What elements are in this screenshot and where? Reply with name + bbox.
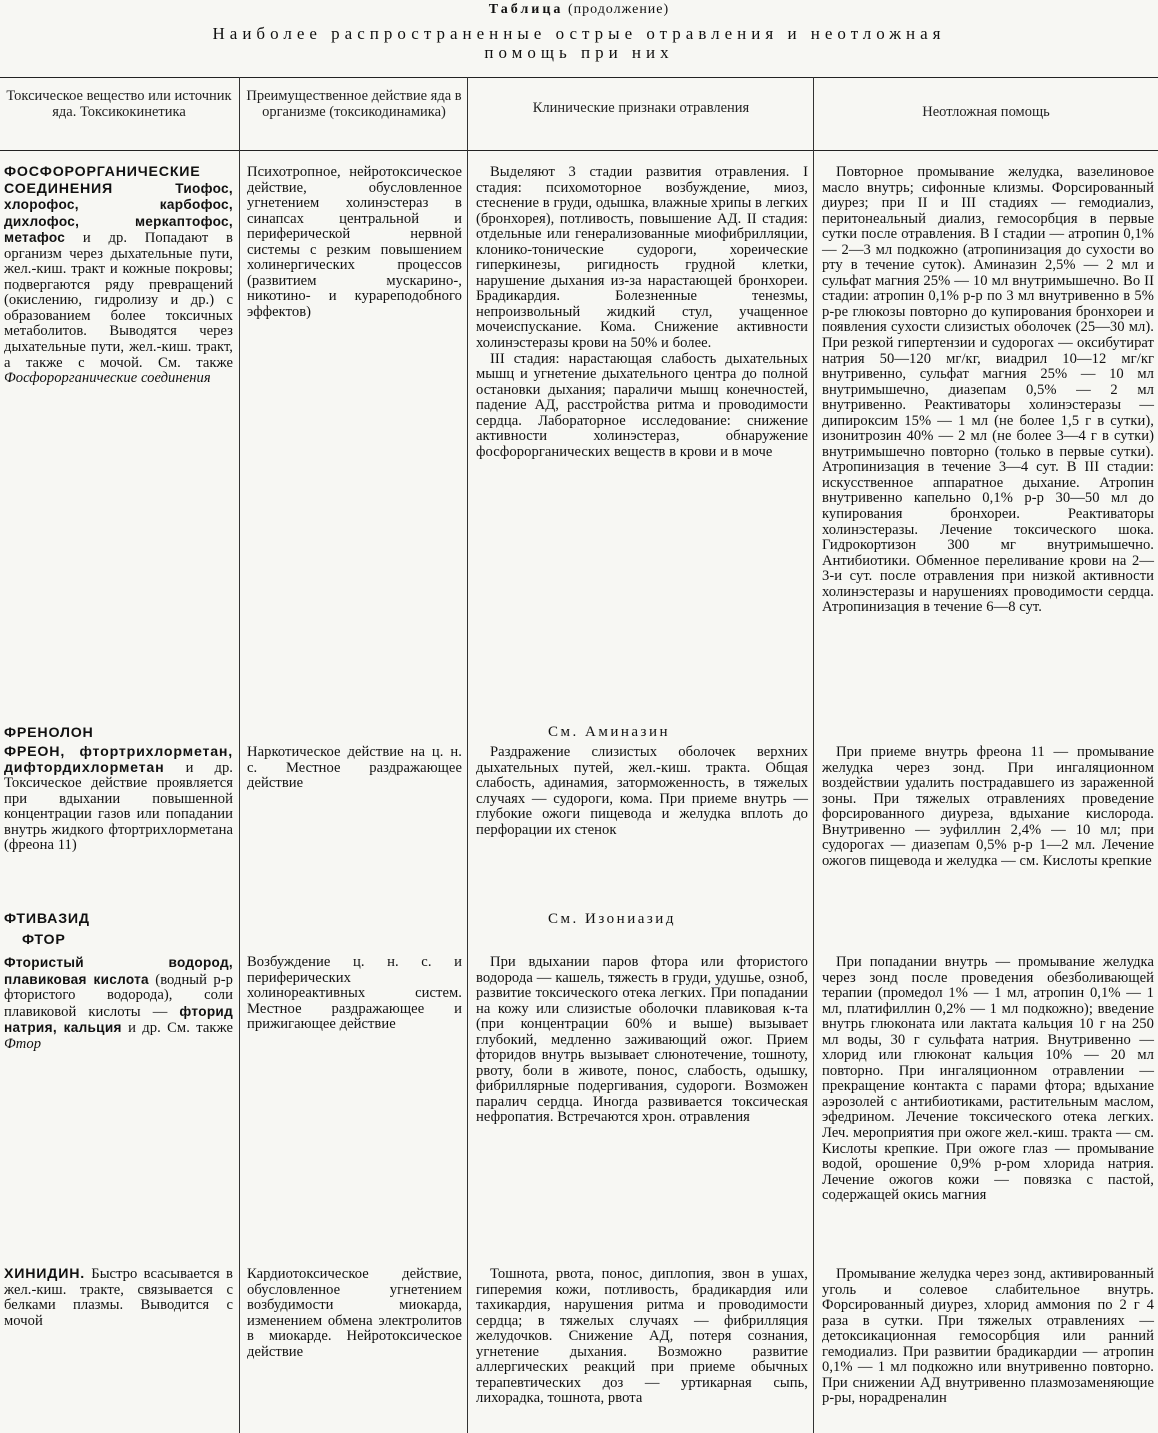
action-cell: Кардиотоксическое действие, обусловленное угнетением возбудимости миокарда, изменением обмена электролитов в миокарде. Нейротоксическое действие bbox=[247, 1266, 462, 1360]
clinic-text: Выделяют 3 стадии развития отравления. I стадия: психомоторное возбуждение, миоз, стеснение в груди, одышка, влажные хрипы в легких (бронхорея), потливость, повышение АД. II стадия: отдельные или генерализованные миофибрилляции, клонико-тонические судороги, хореические гиперкинезы, ригидность грудной клетки, нарушение дыхания из-за нарастающей бронхореи. Брадикардия. Болезненные тенезмы, непроизвольный жидкий стул, учащенное мочеиспускание. Кома. Снижение активности холинэстеразы крови на 50% и более. bbox=[476, 164, 808, 352]
toxicokinetics-text: и др. Токсическое действие проявляется при вдыхании повышенной концентрации газов или попадании внутрь жидкого фтортрихлорметана (фреона 11) bbox=[4, 759, 233, 854]
cross-reference: См. Изониазид bbox=[548, 911, 676, 927]
column-header-clinic: Клинические признаки отравления bbox=[532, 100, 750, 116]
header-rule bbox=[0, 150, 1158, 151]
substance-name: ФРЕНОЛОН bbox=[4, 725, 94, 741]
action-cell: Психотропное, нейротоксическое действие, обусловленное угнетением холинэстераз в синапсах центральной и периферической нервной системы с резким повышением холинергических процессов (развитием мускарино-, никотино- и курареподобного эффектов) bbox=[247, 164, 462, 320]
toxicokinetics-text: Быстро всасывается в жел.-киш. тракте, связывается с белками плазмы. Выводится с мочой bbox=[4, 1266, 233, 1329]
table-caption: Таблица (продолжение) bbox=[488, 2, 670, 17]
clinic-cell: При вдыхании паров фтора или фтористого водорода — кашель, тяжесть в груди, удушье, озноб, развитие токсического отека легких. При попадании на кожу или слизистые оболочки плавиковая к-та (при концентрации 60% и выше) вызывает глубокий, медленно заживающий ожог. Прием фторидов внутрь вызывает слюнотечение, тошноту, рвоту, боли в животе, понос, слабость, одышку, фибриллярные подергивания, судороги. Возможен паралич сердца. Иногда развивается токсическая нефропатия. Встречаются хрон. отравления bbox=[476, 954, 808, 1126]
substance-name: ФТОР bbox=[22, 932, 66, 948]
substance-name: ХИНИДИН. bbox=[4, 1266, 85, 1282]
help-cell: Промывание желудка через зонд, активированный уголь и солевое слабительное внутрь. Форсированный диурез, хлорид аммония по 2 г 4 раза в сутки. При тяжелых отравлениях — детоксикационная гемосорбция или ранний гемодиализ. При развитии брадикардии — атропин 0,1% — 1 мл подкожно или внутривенно повторно. При снижении АД внутривенно плазмозаменяющие р-ры, норадреналин bbox=[822, 1266, 1154, 1407]
substance-name: ФТИВАЗИД bbox=[4, 911, 90, 927]
substance-cell bbox=[4, 1267, 233, 1329]
help-cell: При попадании внутрь — промывание желудка через зонд после проведения обезболивающей терапии (промедол 1% — 1 мл, атропин 0,1% — 1 мл, платифиллин 0,2% — 1 мл подкожно); введение внутрь глюконата или лактата кальция 10 г на 250 мл воды, 30 г сульфата натрия. Внутривенно — хлорид или глюконат кальция 10% — 20 мл повторно. При ингаляционном отравлении — прекращение контакта с парами фтора; вдыхание аэрозолей с антибиотиками, растительным маслом, эфедрином. Лечение токсического отека легких. Леч. мероприятия при ожоге жел.-киш. тракта — см. Кислоты крепкие. При ожоге глаз — промывание водой, орошение 0,9% р-ром хлорида натрия. Лечение ожогов кожи — повязка с пастой, содержащей окись магния bbox=[822, 954, 1154, 1204]
substance-cell bbox=[22, 933, 233, 949]
substance-name: ФОСФОРОРГАНИЧЕСКИЕ СОЕДИНЕНИЯ bbox=[4, 164, 201, 197]
substance-cell bbox=[4, 912, 233, 928]
substance-list: фторид натрия, кальция bbox=[4, 1003, 234, 1036]
substance-cell bbox=[4, 726, 233, 742]
action-cell: Возбуждение ц. н. с. и периферических холинореактивных систем. Местное раздражающее и прижигающее действие bbox=[247, 954, 462, 1033]
column-divider bbox=[239, 77, 240, 1433]
column-divider bbox=[813, 77, 814, 1433]
clinic-cell bbox=[476, 165, 808, 460]
toxicokinetics-text: и др. См. также bbox=[128, 1020, 233, 1037]
help-cell: Повторное промывание желудка, вазелиновое масло внутрь; сифонные клизмы. Форсированный диурез; при II и III стадиях — гемодиализ, перитонеальный диализ, гемосорбция в первые сутки после отравления. В I стадии — атропин 0,1% — 2—3 мл подкожно (атропинизация до сухости во рту в течение суток). Аминазин 2,5% — 2 мл и сульфат магния 25% — 10 мл внутримышечно. Во II стадии: атропин 0,1% р-р по 3 мл внутривенно в 5% р-ре глюкозы повторно до купирования бронхореи и появления сухости слизистых оболочек (25—30 мл). При резкой гипертензии и судорогах — оксибутират натрия 50—120 мг/кг, виадрил 10—12 мг/кг внутривенно, сульфат магния 25% — 10 мл внутримышечно, диазепам 0,5% — 2 мл внутривенно. Реактиваторы холинэстеразы — дипироксим 15% — 1 мл (не более 1,5 г в сутки), изонитрозин 40% — 2 мл (не более 3—4 г в сутки) внутримышечно повторно (только в первые сутки). Атропинизация в течение 3—4 сут. В III стадии: искусственное аппаратное дыхание. Атропин внутривенно капельно 0,1% р-р 30—50 мл до купирования бронхореи. Реактиваторы холинэстеразы. Лечение токсического шока. Гидрокортизон 300 мг внутримышечно. Антибиотики. Обменное переливание крови на 2—3-и сут. после отравления при низкой активности холинэстеразы и нарушениях проводимости сердца. Атропинизация в течение 6—8 сут. bbox=[822, 164, 1154, 616]
top-rule bbox=[0, 77, 1158, 78]
column-header-help: Неотложная помощь bbox=[922, 104, 1050, 120]
column-header-action: Преимущественное действие яда в организме (токсикодинамика) bbox=[246, 88, 462, 120]
cross-reference: См. Аминазин bbox=[548, 724, 671, 740]
substance-list: Фтористый водород, плавиковая кислота bbox=[4, 955, 233, 987]
table-title-line2: помощь при них bbox=[484, 43, 674, 62]
column-divider bbox=[467, 77, 468, 1433]
table-title: Наиболее распространенные острые отравления и неотложная bbox=[212, 24, 946, 43]
toxicokinetics-text: и др. Попадают в организм через дыхательные пути, жел.-киш. тракт и кожные покровы; подвергаются ряду превращений (окислению, гидролизу и др.) с образованием более токсичных метаболитов. Выводятся через дыхательные пути, жел.-киш. тракт, а также с мочой. См. также bbox=[4, 230, 233, 371]
substance-list: Тиофос, хлорофос, карбофос, дихлофос, меркаптофос, метафос bbox=[4, 180, 233, 246]
clinic-text: III стадия: нарастающая слабость дыхательных мышц и угнетение дыхательного центра до полной остановки дыхания; параличи мышц конечностей, падение АД, расстройства ритма и проводимости сердца. Лабораторное исследование: снижение активности холинэстераз, обнаружение фосфорорганических веществ в крови и в моче bbox=[476, 350, 808, 460]
see-also-link[interactable]: Фтор bbox=[4, 1035, 42, 1052]
table-header bbox=[0, 0, 1158, 62]
column-header-substance: Токсическое вещество или источник яда. Токсикокинетика bbox=[6, 88, 232, 120]
help-cell: При приеме внутрь фреона 11 — промывание желудка через зонд. При ингаляционном воздействии удалить пострадавшего из зараженной зоны. При тяжелых отравлениях проведение форсированного диуреза, вдыхание кислорода. Внутривенно — эуфиллин 2,4% — 10 мл; при судорогах — диазепам 0,5% р-р 1—2 мл. Лечение ожогов пищевода и желудка — см. Кислоты крепкие bbox=[822, 744, 1154, 869]
substance-cell bbox=[4, 165, 233, 387]
substance-cell bbox=[4, 955, 233, 1052]
see-also-link[interactable]: Фосфорорганические соединения bbox=[4, 370, 211, 387]
action-cell: Наркотическое действие на ц. н. с. Местное раздражающее действие bbox=[247, 744, 462, 792]
toxicokinetics-text: (водный р-р фтористого водорода), соли плавиковой кислоты — bbox=[4, 971, 233, 1020]
clinic-cell: Раздражение слизистых оболочек верхних дыхательных путей, жел.-киш. тракта. Общая слабость, адинамия, заторможенность, в тяжелых случаях — судороги, кома. При приеме внутрь — глубокие ожоги пищевода и желудка вплоть до перфорации их стенок bbox=[476, 744, 808, 838]
substance-name: ФРЕОН, фтортрихлорметан, дифтордихлорметан bbox=[4, 744, 233, 776]
clinic-cell: Тошнота, рвота, понос, диплопия, звон в ушах, гиперемия кожи, потливость, брадикардия или тахикардия, нарушения ритма и проводимости сердца; в тяжелых случаях — фибрилляция желудочков. Снижение АД, потеря сознания, угнетение дыхания. Возможно развитие аллергических реакций при приеме обычных терапевтических доз — уртикарная сыпь, лихорадка, тошнота, рвота bbox=[476, 1266, 808, 1407]
substance-cell bbox=[4, 745, 233, 854]
